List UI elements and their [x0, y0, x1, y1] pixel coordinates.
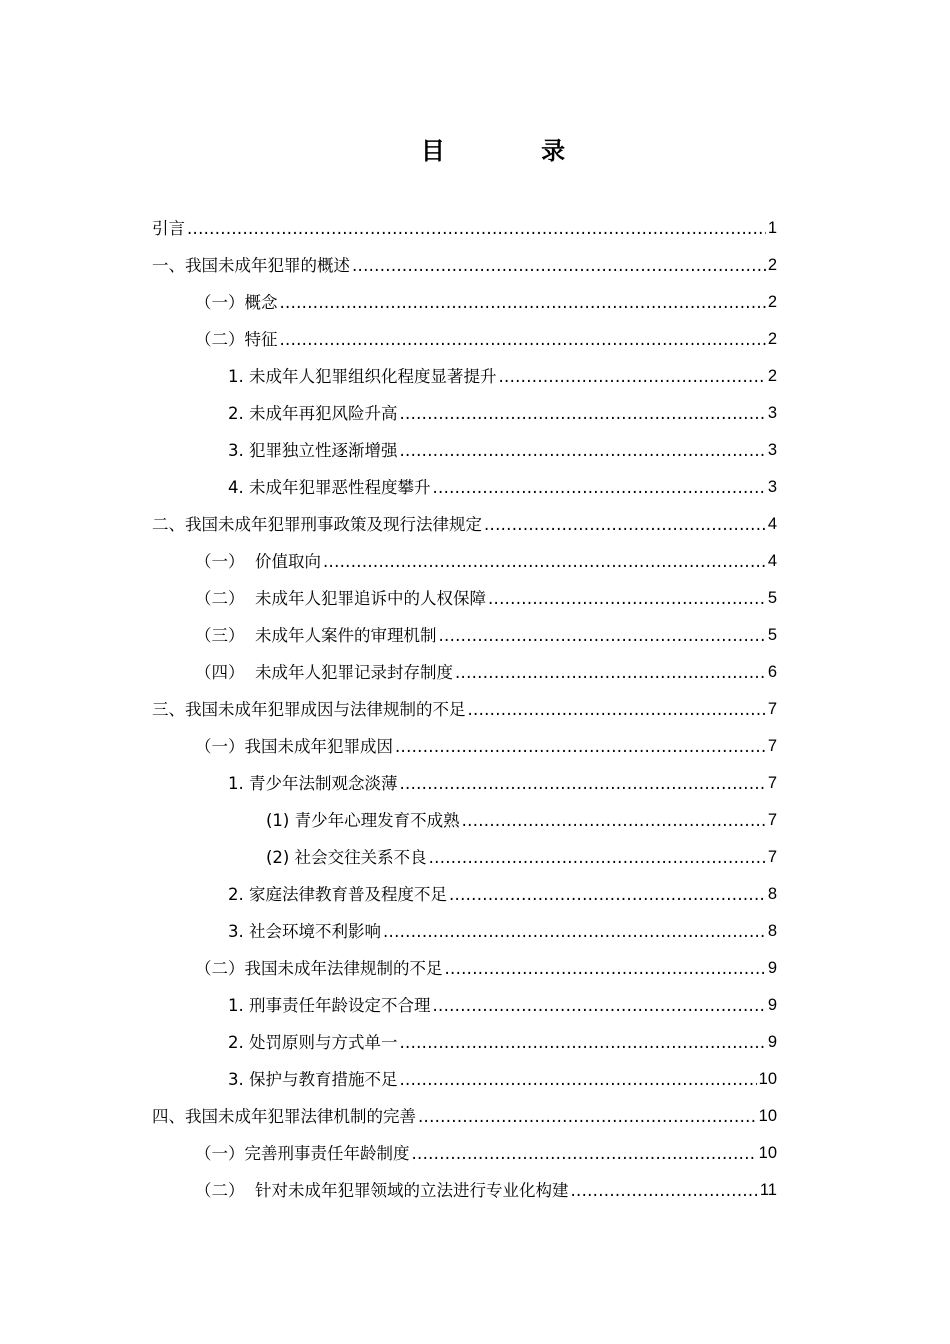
toc-entry-label: 引言: [152, 219, 185, 238]
toc-entry[interactable]: [152, 543, 777, 580]
toc-entry-page: 2: [767, 293, 777, 311]
toc-dot-leader: [383, 913, 766, 950]
toc-entry[interactable]: [152, 1061, 777, 1098]
toc-entry-label: （四） 未成年人犯罪记录封存制度: [195, 663, 453, 682]
toc-entry-label: 4. 未成年犯罪恶性程度攀升: [228, 478, 431, 497]
toc-entry-label: (2) 社会交往关系不良: [266, 848, 427, 867]
toc-dot-leader: [280, 321, 766, 358]
toc-entry-page: 2: [767, 256, 777, 274]
toc-entry-page: 3: [767, 404, 777, 422]
toc-entry-page: 8: [767, 885, 777, 903]
toc-dot-leader: [571, 1172, 758, 1209]
toc-dot-leader: [433, 987, 766, 1024]
toc-entry-page: 7: [767, 811, 777, 829]
toc-entry[interactable]: [152, 691, 777, 728]
toc-dot-leader: [488, 580, 766, 617]
toc-entry-page: 7: [767, 774, 777, 792]
toc-entry-label: (1) 青少年心理发育不成熟: [266, 811, 460, 830]
toc-entry[interactable]: [152, 987, 777, 1024]
toc-entry-page: 10: [758, 1070, 777, 1088]
toc-entry-page: 10: [758, 1107, 777, 1125]
toc-entry-page: 7: [767, 700, 777, 718]
toc-entry-label: （一）完善刑事责任年龄制度: [195, 1144, 410, 1163]
toc-dot-leader: [418, 1098, 757, 1135]
toc-dot-leader: [187, 210, 766, 247]
toc-entry[interactable]: [152, 1098, 777, 1135]
toc-entry-page: 5: [767, 589, 777, 607]
toc-title: 目 录: [420, 136, 610, 165]
toc-dot-leader: [455, 654, 766, 691]
toc-entry-label: 2. 处罚原则与方式单一: [228, 1033, 398, 1052]
toc-entry-page: 4: [767, 515, 777, 533]
toc-entry[interactable]: [152, 321, 777, 358]
toc-entry[interactable]: [152, 432, 777, 469]
toc-entry-label: 1. 青少年法制观念淡薄: [228, 774, 398, 793]
toc-entry[interactable]: [152, 395, 777, 432]
toc-entry[interactable]: [152, 617, 777, 654]
toc-entry-page: 3: [767, 441, 777, 459]
toc-entry-label: 三、我国未成年犯罪成因与法律规制的不足: [152, 700, 466, 719]
toc-entry-page: 9: [767, 1033, 777, 1051]
toc-entry-label: （二）我国未成年法律规制的不足: [195, 959, 443, 978]
toc-entry-label: （一）概念: [195, 293, 278, 312]
toc-entry-label: （一） 价值取向: [195, 552, 321, 571]
toc-entry[interactable]: [152, 506, 777, 543]
toc-entry-page: 7: [767, 737, 777, 755]
toc-dot-leader: [449, 876, 766, 913]
toc-dot-leader: [439, 617, 766, 654]
toc-entry[interactable]: [152, 1135, 777, 1172]
toc-entry-label: （二）特征: [195, 330, 278, 349]
toc-dot-leader: [445, 950, 766, 987]
toc-entry-label: （二） 针对未成年犯罪领域的立法进行专业化构建: [195, 1181, 569, 1200]
toc-dot-leader: [429, 839, 766, 876]
toc-entry-label: 3. 社会环境不利影响: [228, 922, 381, 941]
toc-dot-leader: [323, 543, 766, 580]
toc-entry-label: 3. 保护与教育措施不足: [228, 1070, 398, 1089]
toc-entry[interactable]: [152, 284, 777, 321]
toc-entry[interactable]: [152, 1172, 777, 1209]
toc-entry-label: 3. 犯罪独立性逐渐增强: [228, 441, 398, 460]
toc-entry-label: 一、我国未成年犯罪的概述: [152, 256, 350, 275]
toc-dot-leader: [400, 1061, 757, 1098]
toc-entry-page: 2: [767, 330, 777, 348]
toc-entry-label: （一）我国未成年犯罪成因: [195, 737, 393, 756]
toc-entry-page: 9: [767, 959, 777, 977]
toc-entry-page: 3: [767, 478, 777, 496]
toc-entry-page: 2: [767, 367, 777, 385]
toc-entry-page: 7: [767, 848, 777, 866]
toc-dot-leader: [484, 506, 766, 543]
toc-entry[interactable]: [152, 1024, 777, 1061]
toc-entry[interactable]: [152, 839, 777, 876]
toc-entry[interactable]: [152, 802, 777, 839]
toc-dot-leader: [400, 395, 766, 432]
toc-dot-leader: [280, 284, 766, 321]
toc-dot-leader: [468, 691, 766, 728]
toc-entry-page: 9: [767, 996, 777, 1014]
toc-entry[interactable]: [152, 913, 777, 950]
toc-entry[interactable]: [152, 728, 777, 765]
toc-entry-label: 四、我国未成年犯罪法律机制的完善: [152, 1107, 416, 1126]
toc-entry-page: 8: [767, 922, 777, 940]
toc-dot-leader: [462, 802, 766, 839]
toc-dot-leader: [352, 247, 766, 284]
toc-dot-leader: [395, 728, 766, 765]
toc-entry[interactable]: [152, 654, 777, 691]
toc-entry-page: 1: [767, 219, 777, 237]
toc-entry[interactable]: [152, 876, 777, 913]
toc-dot-leader: [433, 469, 766, 506]
toc-entry-label: 2. 未成年再犯风险升高: [228, 404, 398, 423]
toc-dot-leader: [400, 1024, 766, 1061]
toc-entry-label: （三） 未成年人案件的审理机制: [195, 626, 437, 645]
toc-entry[interactable]: [152, 358, 777, 395]
toc-entry[interactable]: [152, 950, 777, 987]
toc-entry-page: 6: [767, 663, 777, 681]
toc-entry-label: 二、我国未成年犯罪刑事政策及现行法律规定: [152, 515, 482, 534]
toc-dot-leader: [400, 432, 766, 469]
toc-entry-label: 1. 未成年人犯罪组织化程度显著提升: [228, 367, 497, 386]
toc-list: [152, 210, 777, 1209]
toc-entry-page: 4: [767, 552, 777, 570]
toc-dot-leader: [400, 765, 766, 802]
toc-dot-leader: [499, 358, 766, 395]
toc-entry-label: （二） 未成年人犯罪追诉中的人权保障: [195, 589, 486, 608]
toc-entry-label: 2. 家庭法律教育普及程度不足: [228, 885, 447, 904]
toc-entry-page: 10: [758, 1144, 777, 1162]
toc-entry[interactable]: [152, 765, 777, 802]
toc-entry[interactable]: [152, 580, 777, 617]
toc-dot-leader: [412, 1135, 757, 1172]
toc-entry[interactable]: [152, 247, 777, 284]
toc-entry[interactable]: [152, 210, 777, 247]
toc-entry-page: 11: [759, 1181, 777, 1199]
toc-entry-label: 1. 刑事责任年龄设定不合理: [228, 996, 431, 1015]
toc-entry[interactable]: [152, 469, 777, 506]
toc-entry-page: 5: [767, 626, 777, 644]
